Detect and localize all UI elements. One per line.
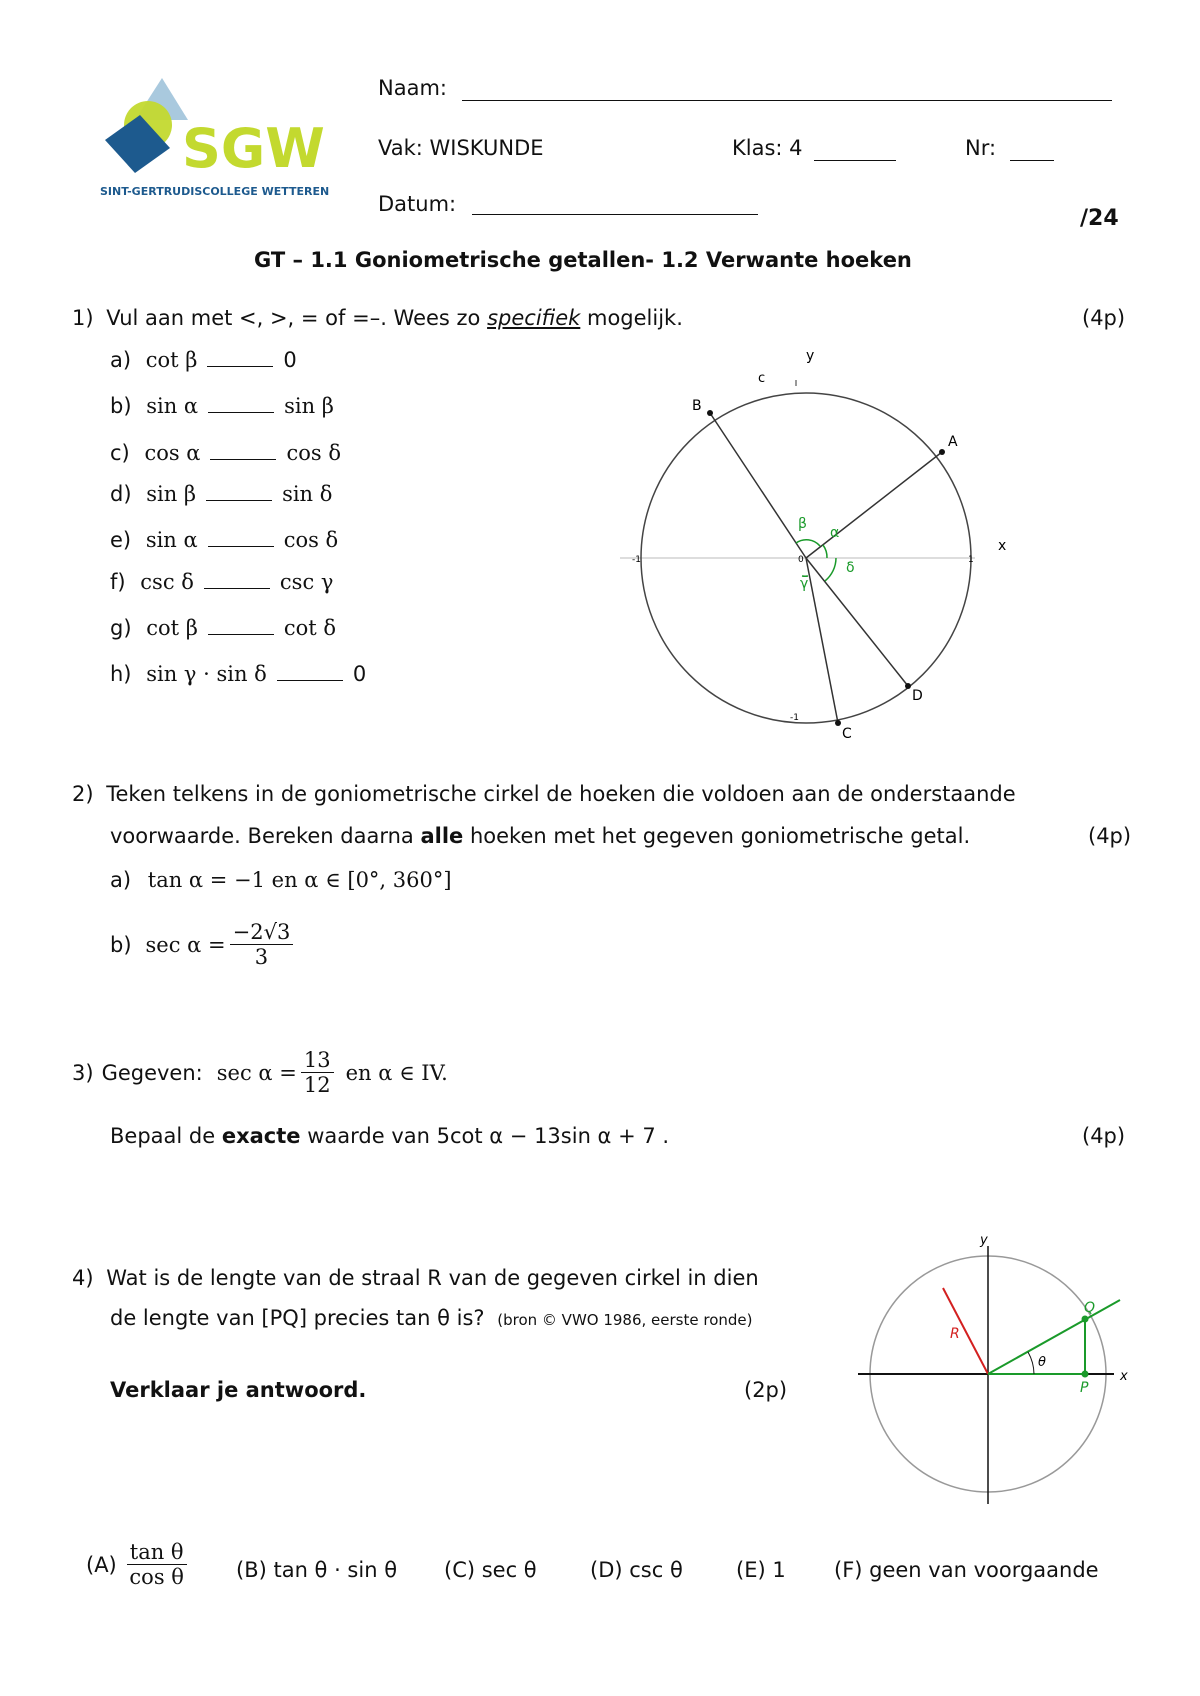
q4-option-b[interactable]: (B) tan θ · sin θ [236, 1558, 398, 1582]
q4-points: (2p) [744, 1378, 788, 1402]
label-beta: β [798, 516, 807, 532]
q2-item-b: b) sec α = $\frac{-2√3}{3}$ [110, 920, 297, 969]
label-c: C [842, 726, 852, 740]
point-q [1082, 1316, 1089, 1323]
label-x: x [998, 538, 1007, 554]
tick-label-center: 0 [798, 555, 804, 565]
q1-item: c) cos α cos δ [110, 441, 341, 465]
q4-label-x: x [1120, 1369, 1128, 1384]
q4-label-q: Q [1084, 1300, 1096, 1316]
q4-label-y: y [980, 1233, 988, 1248]
radius-b [710, 413, 806, 558]
q1-unit-circle-figure [620, 340, 1040, 740]
answer-blank[interactable] [208, 545, 274, 547]
klas-label: Klas: 4 [732, 136, 803, 160]
point-c [835, 720, 841, 726]
q4-label-p: P [1080, 1380, 1089, 1396]
school-logo [100, 70, 340, 220]
q2-points: (4p) [1088, 824, 1132, 848]
tick-label-right: 1 [968, 555, 974, 565]
answer-blank[interactable] [208, 411, 274, 413]
naam-line[interactable] [462, 100, 1112, 101]
q4-option-f[interactable]: (F) geen van voorgaande [834, 1558, 1099, 1582]
label-c-small: c [758, 371, 766, 386]
q3-line2: Bepaal de exacte waarde van 5cot α − 13sin α + 7 . [110, 1124, 670, 1148]
point-p [1082, 1371, 1089, 1378]
radius-d [806, 558, 908, 686]
q1-item: d) sin β sin δ [110, 482, 333, 506]
answer-blank[interactable] [210, 458, 276, 460]
page-title: GT – 1.1 Goniometrische getallen- 1.2 Verwante hoeken [254, 248, 912, 272]
label-a: A [948, 434, 958, 450]
q4-label-r: R [950, 1326, 960, 1342]
answer-blank[interactable] [206, 499, 272, 501]
q1-text-after: mogelijk. [587, 306, 683, 330]
nr-line[interactable] [1010, 160, 1054, 161]
logo-graphic [100, 70, 340, 220]
answer-blank[interactable] [207, 365, 273, 367]
q4-line2: de lengte van [PQ] precies tan θ is? (bron © VWO 1986, eerste ronde) [110, 1306, 753, 1330]
q4-option-e[interactable]: (E) 1 [736, 1558, 786, 1582]
q1-points: (4p) [1082, 306, 1126, 330]
naam-label: Naam: [378, 76, 447, 100]
arc-beta [796, 540, 820, 546]
logo-subtitle: SINT-GERTRUDISCOLLEGE WETTEREN [100, 185, 330, 198]
q1-item: h) sin γ · sin δ 0 [110, 662, 367, 686]
label-y: y [806, 348, 815, 364]
label-gamma: γ [800, 576, 809, 592]
vak-label: Vak: WISKUNDE [378, 136, 544, 160]
q2-line2: voorwaarde. Bereken daarna alle hoeken met het gegeven goniometrische getal. [110, 824, 971, 848]
q4-option-c[interactable]: (C) sec θ [444, 1558, 537, 1582]
arc-delta [825, 558, 836, 581]
arc-alpha [823, 545, 827, 558]
q1-item: e) sin α cos δ [110, 528, 339, 552]
q1-prompt [72, 306, 683, 330]
point-d [905, 683, 911, 689]
klas-line[interactable] [814, 160, 896, 161]
q1-item: g) cot β cot δ [110, 616, 337, 640]
q4-option-d[interactable]: (D) csc θ [590, 1558, 683, 1582]
label-d: D [912, 688, 923, 704]
q1-text-before: Vul aan met <, >, = of =–. Wees zo [106, 306, 481, 330]
label-b: B [692, 398, 702, 414]
q4-line1: 4) Wat is de lengte van de straal R van de gegeven cirkel in dien [72, 1266, 759, 1290]
logo-text: SGW [182, 117, 325, 180]
q4-option-a[interactable]: (A) $\frac{\text{tan θ}}{\text{cos θ}}$ [86, 1540, 191, 1589]
score-total: /24 [1080, 206, 1119, 231]
arc-theta [1028, 1352, 1034, 1374]
q1-item: b) sin α sin β [110, 394, 334, 418]
q2-item-a: a) tan α = −1 en α ∈ [0°, 360°] [110, 868, 452, 892]
q3-given: 3) Gegeven: sec α = $\frac{13}{12}$ en α ∈ IV. [72, 1048, 448, 1098]
q4-explain: Verklaar je antwoord. [110, 1378, 367, 1402]
tick-label-bottom: -1 [790, 713, 799, 723]
q1-item: a) cot β 0 [110, 348, 297, 372]
q4-label-theta: θ [1038, 1355, 1046, 1370]
answer-blank[interactable] [208, 633, 274, 635]
radius-c [806, 558, 838, 723]
radius-a [806, 452, 942, 558]
q2-line1: 2) Teken telkens in de goniometrische cirkel de hoeken die voldoen aan de onderstaande [72, 782, 1016, 806]
datum-line[interactable] [472, 214, 758, 215]
nr-label: Nr: [965, 136, 997, 160]
datum-label: Datum: [378, 192, 457, 216]
q3-points: (4p) [1082, 1124, 1126, 1148]
q1-item: f) csc δ csc γ [110, 570, 334, 594]
answer-blank[interactable] [204, 587, 270, 589]
point-a [939, 449, 945, 455]
q1-number: 1) [72, 306, 94, 330]
label-alpha: α [830, 525, 840, 541]
q2-number: 2) [72, 782, 94, 806]
label-delta: δ [846, 560, 855, 576]
tick-label-left: -1 [632, 555, 641, 565]
point-b [707, 410, 713, 416]
answer-blank[interactable] [277, 679, 343, 681]
q1-text-emph: specifiek [487, 306, 581, 330]
q4-circle-figure [858, 1232, 1138, 1512]
